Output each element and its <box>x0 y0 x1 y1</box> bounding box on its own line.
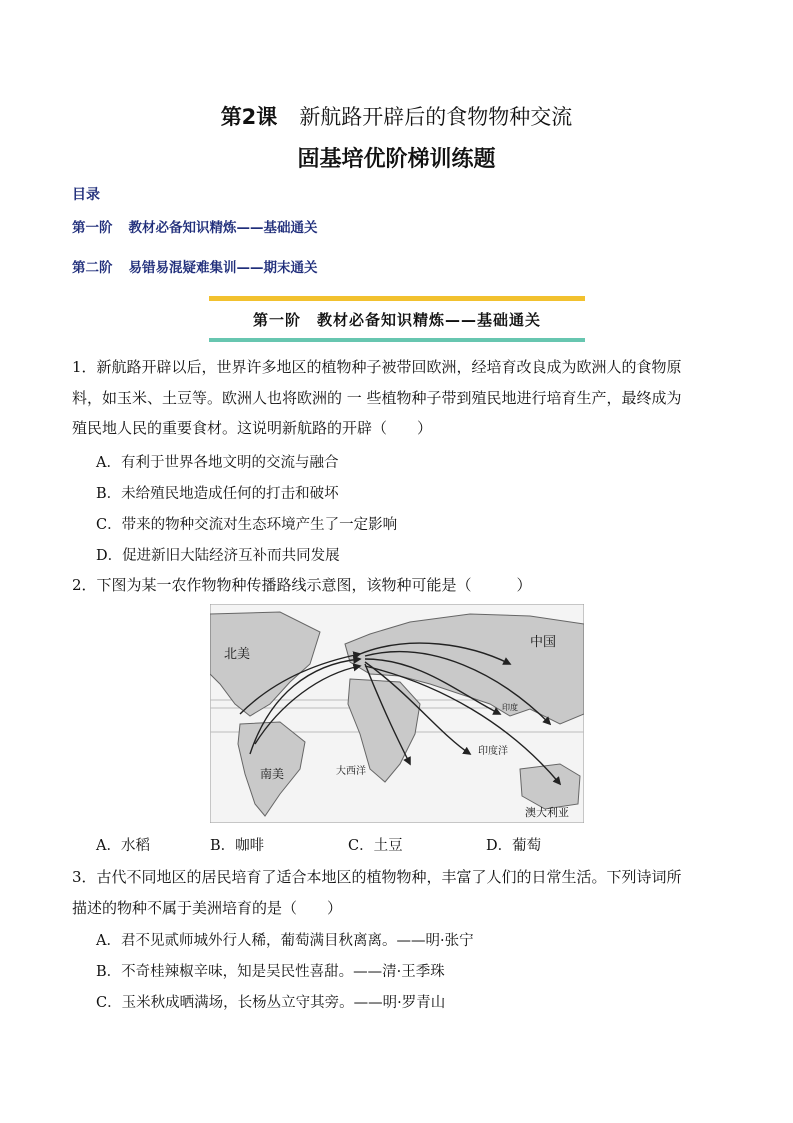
q2-option-c[interactable]: C．土豆 <box>348 838 403 854</box>
question-line: 殖民地人民的重要食材。这说明新航路的开辟（ ） <box>72 419 433 437</box>
toc-stage: 第一阶 <box>72 220 113 236</box>
page-subtitle: 固基培优阶梯训练题 <box>297 147 496 172</box>
crop-spread-map <box>210 604 584 823</box>
q1-option-b[interactable]: B．未给殖民地造成任何的打击和破坏 <box>96 486 339 502</box>
question-1-stem <box>72 352 722 444</box>
question-line: 料，如玉米、土豆等。欧洲人也将欧洲的 一 些植物种子带到殖民地进行培育生产，最终成为 <box>72 388 682 407</box>
toc-label: 目录 <box>72 187 100 203</box>
q2-option-a[interactable]: A．水稻 <box>96 838 150 854</box>
label-north-america: 北美 <box>224 647 251 662</box>
lesson-title <box>0 101 793 131</box>
toc-text: 易错易混疑难集训——期末通关 <box>128 260 318 276</box>
section-banner <box>209 296 585 342</box>
toc-text: 教材必备知识精炼——基础通关 <box>128 220 318 236</box>
banner-bottom-bar <box>209 338 585 342</box>
q2-option-d[interactable]: D．葡萄 <box>486 838 542 854</box>
toc-item-stage-1[interactable] <box>72 216 318 236</box>
banner-text: 第一阶 教材必备知识精炼——基础通关 <box>252 311 541 329</box>
question-3-stem <box>72 862 722 923</box>
question-2-stem <box>72 570 722 601</box>
q1-option-c[interactable]: C．带来的物种交流对生态环境产生了一定影响 <box>96 517 398 533</box>
label-india: 印度 <box>502 703 518 712</box>
banner-top-bar <box>209 296 585 301</box>
q1-option-d[interactable]: D．促进新旧大陆经济互补而共同发展 <box>96 548 340 564</box>
q1-option-a[interactable]: A．有利于世界各地文明的交流与融合 <box>96 455 339 471</box>
label-atlantic: 大西洋 <box>336 766 366 777</box>
label-australia: 澳大利亚 <box>525 806 569 819</box>
question-line: 1．新航路开辟以后，世界许多地区的植物种子被带回欧洲，经培育改良成为欧洲人的食物原 <box>72 358 682 376</box>
label-china: 中国 <box>530 635 557 650</box>
toc-stage: 第二阶 <box>72 260 113 276</box>
q3-option-b[interactable]: B．不奇桂辣椒辛味，知是吴民性喜甜。——清·王季珠 <box>96 964 445 980</box>
label-indian-ocean: 印度洋 <box>478 746 508 757</box>
question-line: 2．下图为某一农作物物种传播路线示意图，该物种可能是（ ） <box>72 576 532 594</box>
q2-option-b[interactable]: B．咖啡 <box>210 838 265 854</box>
lesson-name: 新航路开辟后的食物物种交流 <box>299 105 573 129</box>
question-line: 3．古代不同地区的居民培育了适合本地区的植物物种，丰富了人们的日常生活。下列诗词所 <box>72 868 682 886</box>
lesson-number: 第2课 <box>220 105 278 129</box>
toc-item-stage-2[interactable] <box>72 256 318 276</box>
q3-option-a[interactable]: A．君不见贰师城外行人稀，葡萄满目秋离离。——明·张宁 <box>96 933 474 949</box>
q3-option-c[interactable]: C．玉米秋成晒满场，长杨丛立守其旁。——明·罗青山 <box>96 995 446 1011</box>
question-line: 描述的物种不属于美洲培育的是（ ） <box>72 898 343 917</box>
label-south-america: 南美 <box>260 767 285 781</box>
